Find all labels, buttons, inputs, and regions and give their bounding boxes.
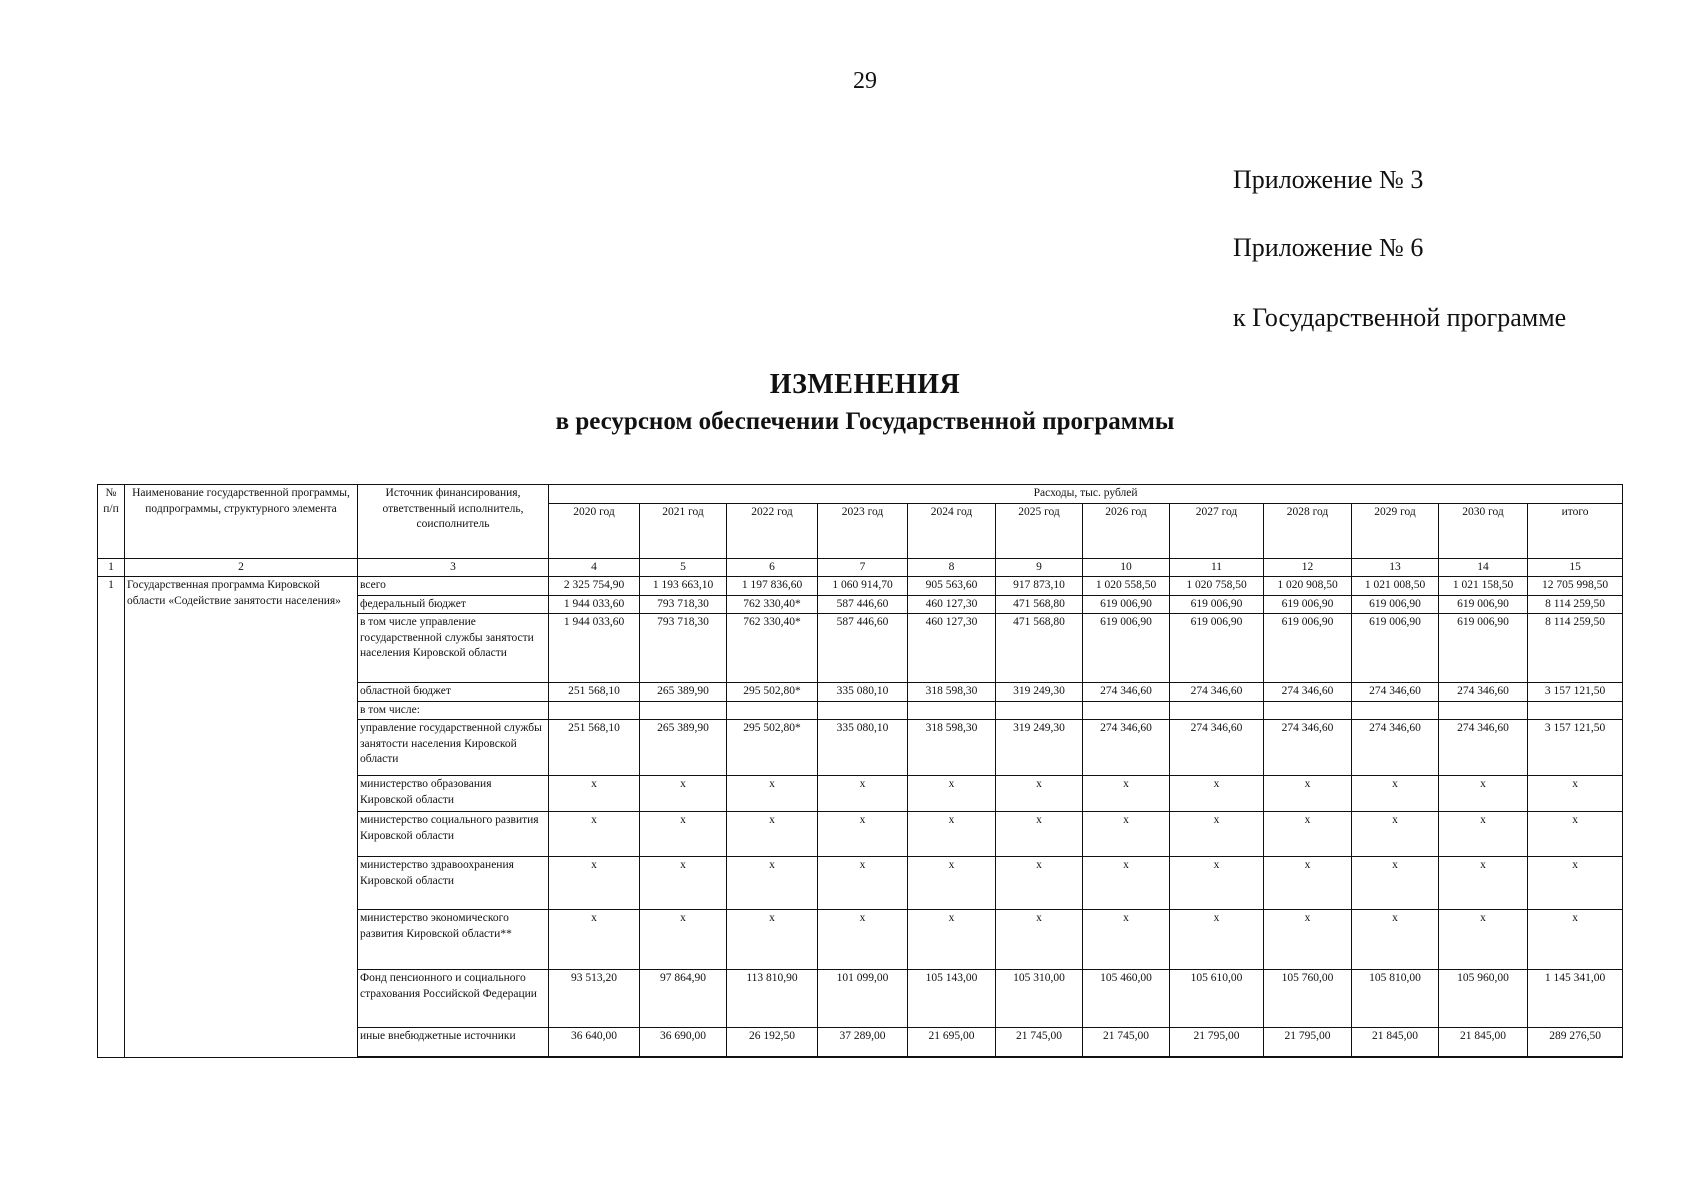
expense-value: x <box>818 776 908 812</box>
expense-value: 793 718,30 <box>640 595 727 614</box>
expense-value <box>1439 701 1528 720</box>
expense-value: x <box>1083 857 1170 910</box>
expense-value: 265 389,90 <box>640 683 727 702</box>
header-year: 2028 год <box>1264 503 1352 558</box>
expense-value: 36 640,00 <box>549 1028 640 1058</box>
expense-value: 274 346,60 <box>1264 683 1352 702</box>
document-title: ИЗМЕНЕНИЯ <box>769 369 961 400</box>
column-number: 7 <box>818 558 908 577</box>
expense-value: x <box>640 776 727 812</box>
expense-value: 1 944 033,60 <box>549 614 640 683</box>
expense-value: 619 006,90 <box>1083 595 1170 614</box>
expense-value: 274 346,60 <box>1083 683 1170 702</box>
expense-value: 2 325 754,90 <box>549 577 640 596</box>
expense-value: 471 568,80 <box>996 614 1083 683</box>
expense-value: 619 006,90 <box>1439 614 1528 683</box>
funding-source: федеральный бюджет <box>358 595 549 614</box>
column-number: 5 <box>640 558 727 577</box>
row-number: 1 <box>98 577 125 1058</box>
funding-source: Фонд пенсионного и социального страхования Российской Федерации <box>358 970 549 1028</box>
expense-value: 26 192,50 <box>727 1028 818 1058</box>
expense-value: 619 006,90 <box>1083 614 1170 683</box>
expense-value: 8 114 259,50 <box>1528 614 1623 683</box>
expense-value: 21 795,00 <box>1264 1028 1352 1058</box>
expense-value: 318 598,30 <box>908 720 996 776</box>
expense-value: 105 143,00 <box>908 970 996 1028</box>
expense-value: x <box>640 812 727 857</box>
expense-value: 93 513,20 <box>549 970 640 1028</box>
header-expenses: Расходы, тыс. рублей <box>549 485 1623 504</box>
column-number: 8 <box>908 558 996 577</box>
expense-value: x <box>908 776 996 812</box>
expense-value: 1 020 908,50 <box>1264 577 1352 596</box>
expense-value: 335 080,10 <box>818 720 908 776</box>
expense-value: 619 006,90 <box>1170 595 1264 614</box>
expense-value: 619 006,90 <box>1264 614 1352 683</box>
expense-value: 265 389,90 <box>640 720 727 776</box>
column-number: 13 <box>1352 558 1439 577</box>
expense-value: x <box>1170 910 1264 970</box>
resource-table <box>97 484 1623 1058</box>
expense-value: 319 249,30 <box>996 720 1083 776</box>
expense-value: x <box>640 857 727 910</box>
funding-source: министерство здравоохранения Кировской области <box>358 857 549 910</box>
expense-value: 460 127,30 <box>908 595 996 614</box>
header-year: 2020 год <box>549 503 640 558</box>
expense-value: 105 960,00 <box>1439 970 1528 1028</box>
column-number: 2 <box>125 558 358 577</box>
expense-value: 105 310,00 <box>996 970 1083 1028</box>
expense-value: 274 346,60 <box>1083 720 1170 776</box>
expense-value: 274 346,60 <box>1352 683 1439 702</box>
funding-source: министерство социального развития Кировской области <box>358 812 549 857</box>
funding-source: управление государственной службы занятости населения Кировской области <box>358 720 549 776</box>
expense-value: x <box>1083 910 1170 970</box>
expense-value: x <box>549 776 640 812</box>
expense-value: 274 346,60 <box>1439 720 1528 776</box>
expense-value: x <box>1439 812 1528 857</box>
expense-value: 619 006,90 <box>1170 614 1264 683</box>
expense-value: x <box>1264 776 1352 812</box>
column-number: 11 <box>1170 558 1264 577</box>
expense-value: 1 145 341,00 <box>1528 970 1623 1028</box>
expense-value: 274 346,60 <box>1264 720 1352 776</box>
program-name: Государственная программа Кировской области «Содействие занятости населения» <box>125 577 358 1058</box>
expense-value: x <box>1264 812 1352 857</box>
appendix-line-3: к Государственной программе <box>1233 303 1567 332</box>
expense-value: 335 080,10 <box>818 683 908 702</box>
expense-value: x <box>1170 812 1264 857</box>
expense-value: 274 346,60 <box>1170 683 1264 702</box>
expense-value: 36 690,00 <box>640 1028 727 1058</box>
column-number: 1 <box>98 558 125 577</box>
expense-value: 105 810,00 <box>1352 970 1439 1028</box>
expense-value: 587 446,60 <box>818 614 908 683</box>
expense-value: 97 864,90 <box>640 970 727 1028</box>
expense-value: 1 020 558,50 <box>1083 577 1170 596</box>
expense-value: x <box>996 812 1083 857</box>
expense-value: 318 598,30 <box>908 683 996 702</box>
expense-value: x <box>727 776 818 812</box>
expense-value: 21 745,00 <box>1083 1028 1170 1058</box>
appendix-line-1: Приложение № 3 <box>1233 165 1424 194</box>
expense-value: x <box>996 910 1083 970</box>
document-subtitle: в ресурсном обеспечении Государственной программы <box>555 408 1175 435</box>
expense-value: 101 099,00 <box>818 970 908 1028</box>
expense-value <box>1352 701 1439 720</box>
expense-value: 1 021 158,50 <box>1439 577 1528 596</box>
column-number: 6 <box>727 558 818 577</box>
expense-value: 1 060 914,70 <box>818 577 908 596</box>
table-column-numbers-row <box>98 558 1623 577</box>
column-number: 12 <box>1264 558 1352 577</box>
expense-value: x <box>818 812 908 857</box>
expense-value <box>996 701 1083 720</box>
expense-value: x <box>1352 776 1439 812</box>
expense-value: 274 346,60 <box>1170 720 1264 776</box>
header-year: 2021 год <box>640 503 727 558</box>
expense-value: x <box>1083 812 1170 857</box>
header-year: 2027 год <box>1170 503 1264 558</box>
expense-value: 21 845,00 <box>1439 1028 1528 1058</box>
expense-value: 295 502,80* <box>727 683 818 702</box>
funding-source: министерство образования Кировской области <box>358 776 549 812</box>
header-year: итого <box>1528 503 1623 558</box>
expense-value: 251 568,10 <box>549 683 640 702</box>
expense-value: 21 795,00 <box>1170 1028 1264 1058</box>
expense-value: x <box>1528 776 1623 812</box>
column-number: 14 <box>1439 558 1528 577</box>
expense-value: x <box>1352 910 1439 970</box>
expense-value: 1 944 033,60 <box>549 595 640 614</box>
expense-value: x <box>1264 910 1352 970</box>
expense-value: 105 460,00 <box>1083 970 1170 1028</box>
expense-value: 251 568,10 <box>549 720 640 776</box>
expense-value <box>1264 701 1352 720</box>
expense-value: 1 021 008,50 <box>1352 577 1439 596</box>
column-number: 10 <box>1083 558 1170 577</box>
expense-value: 289 276,50 <box>1528 1028 1623 1058</box>
expense-value: 37 289,00 <box>818 1028 908 1058</box>
expense-value: x <box>549 812 640 857</box>
expense-value <box>1528 701 1623 720</box>
funding-source: в том числе управление государственной службы занятости населения Кировской области <box>358 614 549 683</box>
header-source: Источник финансирования, ответственный исполнитель, соисполнитель <box>358 485 549 559</box>
header-year: 2024 год <box>908 503 996 558</box>
header-year: 2022 год <box>727 503 818 558</box>
expense-value <box>1170 701 1264 720</box>
expense-value: x <box>727 812 818 857</box>
expense-value: 12 705 998,50 <box>1528 577 1623 596</box>
expense-value: 21 695,00 <box>908 1028 996 1058</box>
expense-value: 762 330,40* <box>727 614 818 683</box>
expense-value: x <box>818 910 908 970</box>
header-number: № п/п <box>98 485 125 559</box>
expense-value: x <box>1439 776 1528 812</box>
expense-value: x <box>549 910 640 970</box>
expense-value: 471 568,80 <box>996 595 1083 614</box>
expense-value: 274 346,60 <box>1352 720 1439 776</box>
column-number: 9 <box>996 558 1083 577</box>
header-year: 2023 год <box>818 503 908 558</box>
expense-value: 319 249,30 <box>996 683 1083 702</box>
expense-value: 113 810,90 <box>727 970 818 1028</box>
expense-value: 21 845,00 <box>1352 1028 1439 1058</box>
page-number: 29 <box>853 68 877 94</box>
expense-value: 917 873,10 <box>996 577 1083 596</box>
expense-value: 105 760,00 <box>1264 970 1352 1028</box>
funding-source: министерство экономического развития Кировской области** <box>358 910 549 970</box>
expense-value: 905 563,60 <box>908 577 996 596</box>
expense-value: x <box>549 857 640 910</box>
expense-value: 3 157 121,50 <box>1528 720 1623 776</box>
expense-value: 1 020 758,50 <box>1170 577 1264 596</box>
header-name: Наименование государственной программы, подпрограммы, структурного элемента <box>125 485 358 559</box>
expense-value: 619 006,90 <box>1352 595 1439 614</box>
table-row <box>98 577 1623 596</box>
expense-value: 274 346,60 <box>1439 683 1528 702</box>
expense-value: 8 114 259,50 <box>1528 595 1623 614</box>
expense-value: x <box>1439 910 1528 970</box>
table-header-row <box>98 485 1623 504</box>
expense-value: 460 127,30 <box>908 614 996 683</box>
expense-value: x <box>1170 857 1264 910</box>
expense-value: x <box>1528 910 1623 970</box>
expense-value: 762 330,40* <box>727 595 818 614</box>
expense-value: x <box>727 857 818 910</box>
expense-value: 619 006,90 <box>1264 595 1352 614</box>
expense-value: x <box>1170 776 1264 812</box>
expense-value: x <box>818 857 908 910</box>
expense-value: 295 502,80* <box>727 720 818 776</box>
expense-value: x <box>1083 776 1170 812</box>
header-year: 2026 год <box>1083 503 1170 558</box>
expense-value <box>818 701 908 720</box>
funding-source: в том числе: <box>358 701 549 720</box>
appendix-line-2: Приложение № 6 <box>1233 233 1424 262</box>
expense-value: x <box>1264 857 1352 910</box>
expense-value: x <box>1352 857 1439 910</box>
expense-value <box>908 701 996 720</box>
table-body <box>98 577 1623 1058</box>
expense-value: x <box>996 857 1083 910</box>
expense-value <box>1083 701 1170 720</box>
expense-value: x <box>908 857 996 910</box>
expense-value: 619 006,90 <box>1352 614 1439 683</box>
funding-source: областной бюджет <box>358 683 549 702</box>
column-number: 4 <box>549 558 640 577</box>
expense-value: 619 006,90 <box>1439 595 1528 614</box>
expense-value: x <box>640 910 727 970</box>
expense-value: x <box>908 812 996 857</box>
expense-value: x <box>1352 812 1439 857</box>
expense-value: x <box>727 910 818 970</box>
expense-value <box>727 701 818 720</box>
header-year: 2029 год <box>1352 503 1439 558</box>
expense-value: 105 610,00 <box>1170 970 1264 1028</box>
funding-source: всего <box>358 577 549 596</box>
expense-value: 1 197 836,60 <box>727 577 818 596</box>
header-year: 2030 год <box>1439 503 1528 558</box>
expense-value: 587 446,60 <box>818 595 908 614</box>
column-number: 3 <box>358 558 549 577</box>
expense-value <box>640 701 727 720</box>
expense-value: x <box>1439 857 1528 910</box>
expense-value: x <box>1528 812 1623 857</box>
expense-value: x <box>996 776 1083 812</box>
expense-value: 1 193 663,10 <box>640 577 727 596</box>
expense-value: 21 745,00 <box>996 1028 1083 1058</box>
expense-value <box>549 701 640 720</box>
expense-value: 793 718,30 <box>640 614 727 683</box>
column-number: 15 <box>1528 558 1623 577</box>
expense-value: 3 157 121,50 <box>1528 683 1623 702</box>
header-year: 2025 год <box>996 503 1083 558</box>
funding-source: иные внебюджетные источники <box>358 1028 549 1058</box>
expense-value: x <box>908 910 996 970</box>
expense-value: x <box>1528 857 1623 910</box>
